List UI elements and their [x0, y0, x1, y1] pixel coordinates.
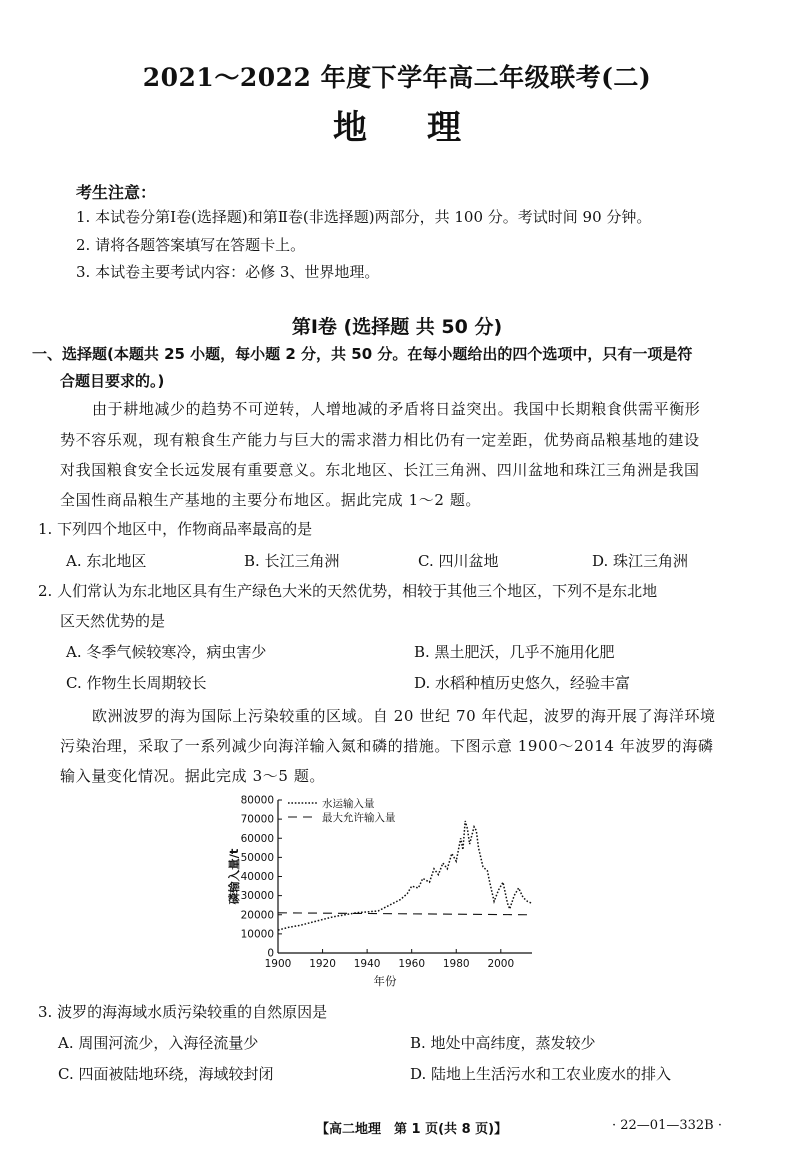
passage1-line: 全国性商品粮生产基地的主要分布地区。据此完成 1～2 题。	[60, 491, 482, 509]
y-tick-label: 50000	[240, 851, 274, 864]
x-tick-label: 1980	[442, 958, 470, 970]
question-1-stem: 1. 下列四个地区中，作物商品率最高的是	[38, 520, 313, 538]
x-tick-label: 2000	[487, 958, 515, 970]
subject-title: 地理	[333, 108, 521, 148]
y-tick-label: 80000	[240, 794, 274, 807]
q1-option-c: C. 四川盆地	[418, 552, 499, 570]
passage1-line: 对我国粮食安全长远发展有重要意义。东北地区、长江三角洲、四川盆地和珠江三角洲是我国	[60, 461, 700, 479]
passage2-line: 输入量变化情况。据此完成 3～5 题。	[60, 767, 326, 785]
q3-option-b: B. 地处中高纬度，蒸发较少	[410, 1034, 596, 1052]
legend-label: 水运输入量	[322, 798, 375, 810]
x-tick-label: 1940	[353, 958, 381, 970]
phosphorus-input-chart	[227, 790, 550, 998]
y-tick-label: 10000	[240, 928, 274, 941]
q2-option-c: C. 作物生长周期较长	[66, 674, 207, 692]
q1-option-a: A. 东北地区	[66, 552, 147, 570]
y-tick-label: 60000	[240, 832, 274, 845]
x-tick-label: 1900	[264, 958, 292, 970]
notice-heading: 考生注意：	[76, 183, 157, 202]
passage1-line: 势不容乐观，现有粮食生产能力与巨大的需求潜力相比仍有一定差距，优势商品粮基地的建设	[60, 431, 700, 449]
y-tick-label: 20000	[240, 909, 274, 922]
question-2-stem-cont: 区天然优势的是	[60, 612, 166, 630]
notice-item: 1. 本试卷分第Ⅰ卷(选择题)和第Ⅱ卷(非选择题)两部分，共 100 分。考试时间 90 分钟。	[76, 208, 652, 226]
q3-option-c: C. 四面被陆地环绕，海域较封闭	[58, 1065, 274, 1083]
y-tick-label: 30000	[240, 890, 274, 903]
q3-option-d: D. 陆地上生活污水和工农业废水的排入	[410, 1065, 672, 1083]
notice-item: 2. 请将各题答案填写在答题卡上。	[76, 236, 306, 254]
passage1-line: 由于耕地减少的趋势不可逆转，人增地减的矛盾将日益突出。我国中长期粮食供需平衡形	[92, 400, 701, 418]
part-heading: 一、选择题(本题共 25 小题，每小题 2 分，共 50 分。在每小题给出的四个选项中，只有一项是符	[32, 345, 693, 363]
notice-item: 3. 本试卷主要考试内容：必修 3、世界地理。	[76, 263, 380, 281]
y-axis-label: 磷输入量/t	[227, 848, 241, 905]
legend-label: 最大允许输入量	[322, 812, 396, 824]
y-tick-label: 40000	[240, 871, 274, 883]
x-axis-label: 年份	[373, 974, 397, 988]
passage2-line: 欧洲波罗的海为国际上污染较重的区域。自 20 世纪 70 年代起，波罗的海开展了海洋环境	[92, 707, 716, 725]
q1-option-b: B. 长江三角洲	[244, 552, 340, 570]
question-2-stem: 2. 人们常认为东北地区具有生产绿色大米的天然优势，相较于其他三个地区，下列不是东北地	[38, 582, 658, 600]
series-line	[278, 913, 532, 915]
q1-option-d: D. 珠江三角洲	[592, 552, 689, 570]
q2-option-a: A. 冬季气候较寒冷，病虫害少	[66, 643, 267, 661]
footer-page-info: 【高二地理 第 1 页(共 8 页)】	[316, 1122, 508, 1137]
q2-option-b: B. 黑土肥沃，几乎不施用化肥	[414, 643, 615, 661]
y-tick-label: 70000	[240, 813, 274, 826]
passage2-line: 污染治理，采取了一系列减少向海洋输入氮和磷的措施。下图示意 1900～2014 年波罗的海磷	[60, 737, 714, 755]
y-tick-label: 0	[267, 947, 274, 960]
question-3-stem: 3. 波罗的海海域水质污染较重的自然原因是	[38, 1003, 328, 1021]
exam-title: 2021～2022 年度下学年高二年级联考(二)	[142, 63, 652, 92]
part-heading-cont: 合题目要求的。)	[60, 372, 165, 390]
q3-option-a: A. 周围河流少，入海径流量少	[58, 1034, 259, 1052]
footer-code: · 22—01—332B ·	[612, 1118, 722, 1133]
q2-option-d: D. 水稻种植历史悠久，经验丰富	[414, 674, 631, 692]
x-tick-label: 1920	[309, 958, 336, 970]
section-title: 第Ⅰ卷 (选择题 共 50 分)	[291, 316, 503, 338]
x-tick-label: 1960	[398, 958, 426, 970]
